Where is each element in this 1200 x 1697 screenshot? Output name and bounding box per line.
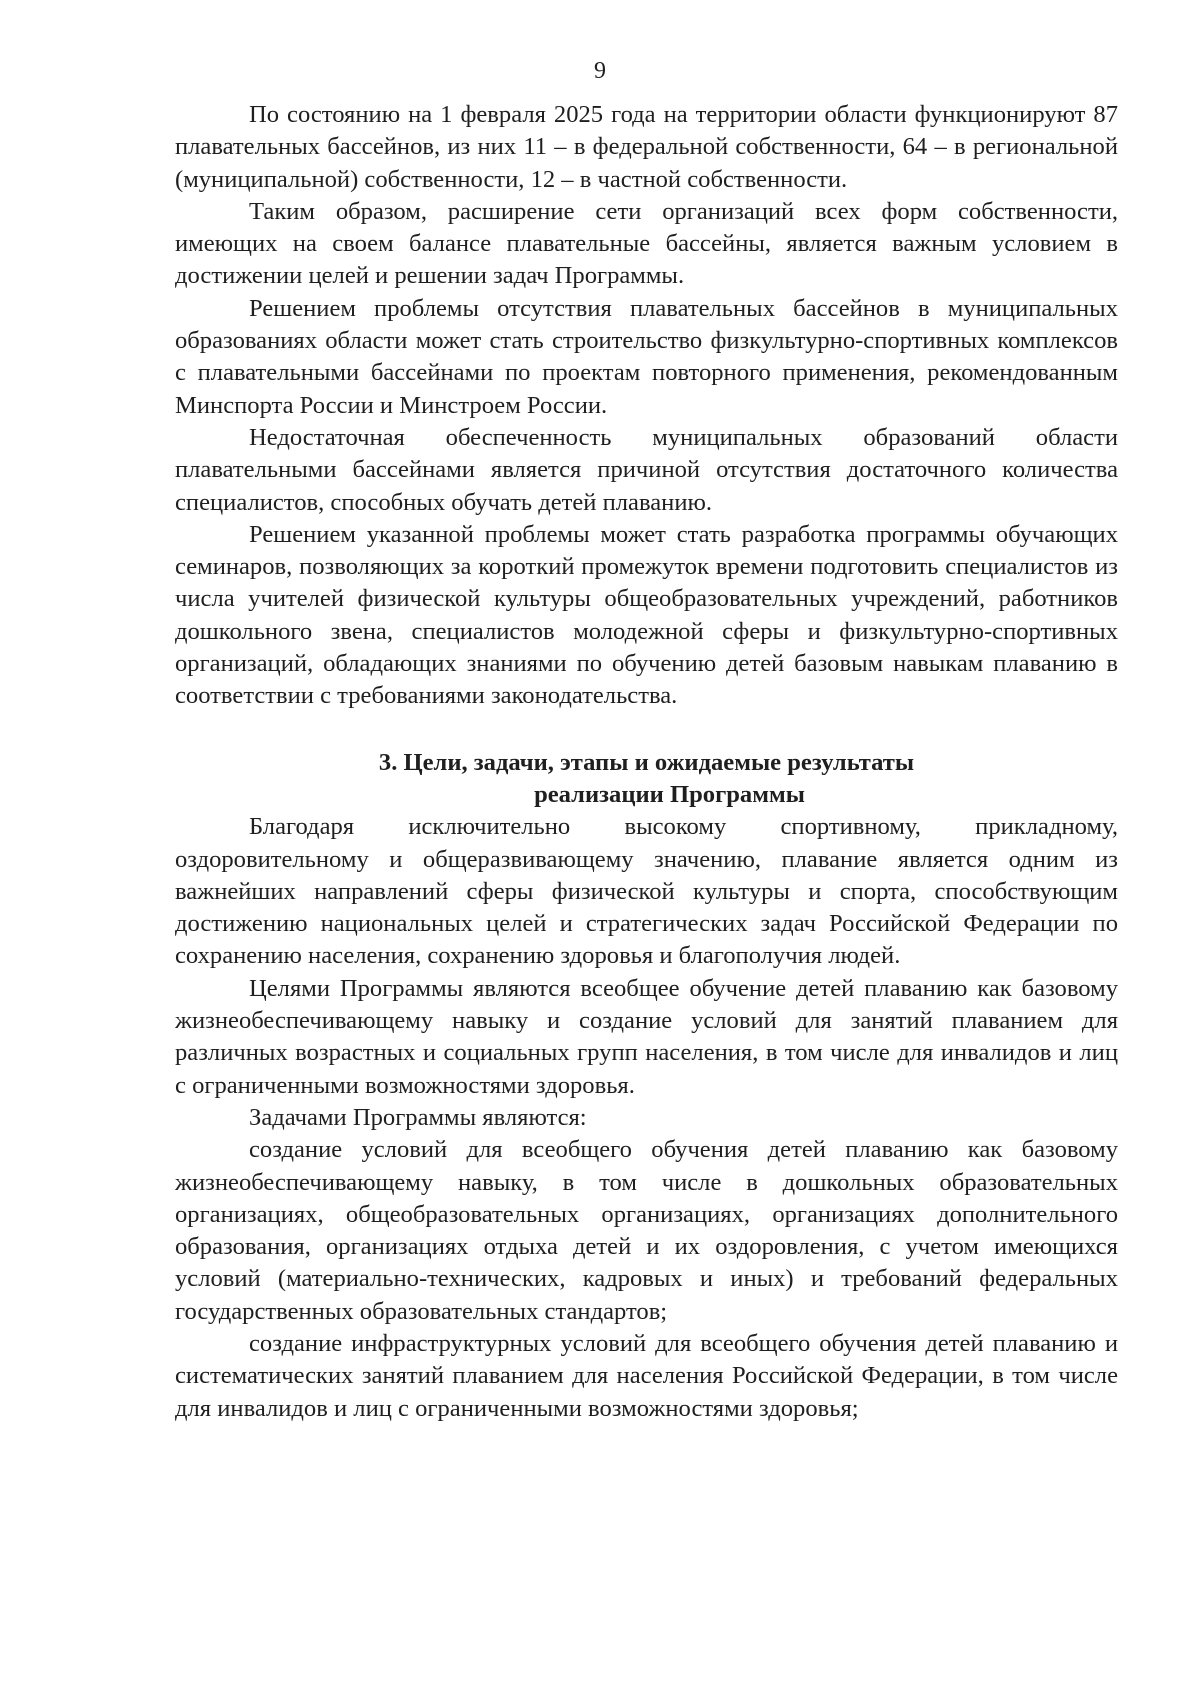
section-heading	[175, 747, 1118, 812]
paragraph-network-expansion: Таким образом, расширение сети организаций всех форм собственности, имеющих на своем балансе плавательные бассейны, является важным условием в достижении целей и решении задач Программы.	[175, 197, 1118, 290]
paragraph-task-infrastructure: создание инфраструктурных условий для всеобщего обучения детей плаванию и систематических занятий плаванием для населения Российской Федерации, в том числе для инвалидов и лиц с ограниченными возможностями здоровья;	[175, 1329, 1118, 1422]
document-body	[175, 99, 1118, 1425]
paragraph-seminars-solution: Решением указанной проблемы может стать разработка программы обучающих семинаров, позволяющих за короткий промежуток времени подготовить специалистов из числа учителей физической культуры общеобразовательных учреждений, работников дошкольного звена, специалистов молодежной сферы и физкультурно-спортивных организаций, обладающих знаниями по обучению детей базовым навыкам плаванию в соответствии с требованиями законодательства.	[175, 520, 1118, 710]
page-number: 9	[594, 58, 606, 84]
paragraph-pools-status: По состоянию на 1 февраля 2025 года на территории области функционируют 87 плавательных бассейнов, из них 11 – в федеральной собственности, 64 – в региональной (муниципальной) собственности, 12 – в частной собственности.	[175, 101, 1118, 193]
paragraph-task-universal-training: создание условий для всеобщего обучения детей плаванию как базовому жизнеобеспечивающему навыку, в том числе в дошкольных образовательных организациях, общеобразовательных организациях, организациях дополнительного образования, организациях отдыха детей и их оздоровления, с учетом имеющихся условий (материально-технических, кадровых и иных) и требований федеральных государственных образовательных стандартов;	[175, 1136, 1118, 1325]
paragraph-specialists-shortage: Недостаточная обеспеченность муниципальных образований области плавательными бассейнами является причиной отсутствия достаточного количества специалистов, способных обучать детей плаванию.	[175, 423, 1118, 516]
paragraph-construction-solution: Решением проблемы отсутствия плавательных бассейнов в муниципальных образованиях области может стать строительство физкультурно-спортивных комплексов с плавательными бассейнами по проектам повторного применения, рекомендованным Минспорта России и Минстроем России.	[175, 294, 1118, 419]
section-heading-line-1: 3. Цели, задачи, этапы и ожидаемые результаты	[378, 748, 915, 776]
section-heading-line-2: реализации Программы	[534, 780, 805, 808]
paragraph-program-tasks-intro: Задачами Программы являются:	[249, 1103, 587, 1131]
paragraph-program-goals: Целями Программы являются всеобщее обучение детей плаванию как базовому жизнеобеспечивающему навыку и создание условий для занятий плаванием для различных возрастных и социальных групп населения, в том числе для инвалидов и лиц с ограниченными возможностями здоровья.	[175, 974, 1118, 1099]
paragraph-swimming-importance: Благодаря исключительно высокому спортивному, прикладному, оздоровительному и общеразвивающему значению, плавание является одним из важнейших направлений сферы физической культуры и спорта, способствующим достижению национальных целей и стратегических задач Российской Федерации по сохранению населения, сохранению здоровья и благополучия людей.	[175, 813, 1118, 970]
